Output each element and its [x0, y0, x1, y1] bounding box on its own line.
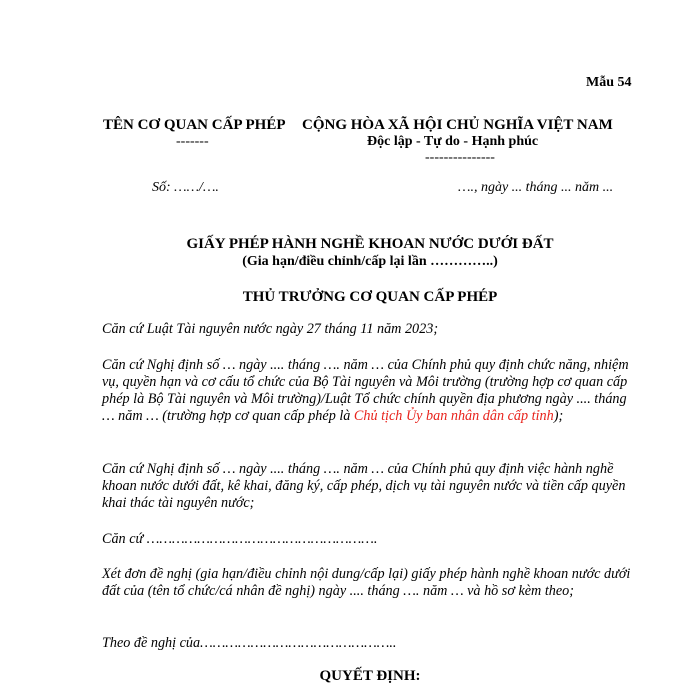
agency-name: TÊN CƠ QUAN CẤP PHÉP	[103, 117, 286, 133]
national-title: CỘNG HÒA XÃ HỘI CHỦ NGHĨA VIỆT NAM	[302, 117, 613, 133]
motto-rule: ---------------	[425, 150, 495, 165]
legal-basis-4: Căn cứ ……………………………………………….	[102, 531, 378, 547]
proposal-line: Theo đề nghị của………………………………………..	[102, 635, 397, 651]
legal-basis-3: Căn cứ Nghị định số … ngày .... tháng …. năm … của Chính phủ quy định việc hành nghề khoan nước dưới đất, kê khai, đăng ký, cấp phép, dịch vụ tài nguyên nước và tiền cấp quyền khai thác tài nguyên nước;	[102, 461, 626, 511]
decision-heading: QUYẾT ĐỊNH:	[319, 668, 421, 684]
authority-title: THỦ TRƯỞNG CƠ QUAN CẤP PHÉP	[242, 289, 498, 305]
document-subtitle: (Gia hạn/điều chỉnh/cấp lại lần …………..)	[242, 254, 498, 269]
legal-basis-2-end: );	[553, 408, 564, 424]
form-number: Mẫu 54	[586, 75, 632, 90]
legal-basis-1: Căn cứ Luật Tài nguyên nước ngày 27 tháng 11 năm 2023;	[102, 321, 439, 337]
document-date: …., ngày ... tháng ... năm ...	[458, 180, 614, 195]
agency-rule: -------	[176, 134, 209, 149]
document-title: GIẤY PHÉP HÀNH NGHỀ KHOAN NƯỚC DƯỚI ĐẤT	[186, 236, 554, 252]
legal-basis-2-text: Căn cứ Nghị định số … ngày .... tháng …. năm … của Chính phủ quy định chức năng, nhiệm vụ, quyền hạn và cơ cấu tổ chức của Bộ Tài nguyên và Môi trường (trường hợp cơ quan cấp phép là Bộ Tài nguyên và Môi trường)/Luật Tổ chức chính quyền địa phương ngày .... tháng … năm … (trường hợp cơ quan cấp phép là	[102, 357, 629, 424]
national-motto: Độc lập - Tự do - Hạnh phúc	[367, 134, 539, 149]
application-review: Xét đơn đề nghị (gia hạn/điều chỉnh nội dung/cấp lại) giấy phép hành nghề khoan nước dưới đất của (tên tổ chức/cá nhân đề nghị) ngày .... tháng …. năm … và hồ sơ kèm theo;	[102, 566, 631, 599]
legal-basis-2	[102, 357, 642, 425]
document-number: Số: ……/….	[152, 180, 219, 195]
highlighted-authority: Chủ tịch Ủy ban nhân dân cấp tỉnh	[353, 408, 554, 424]
